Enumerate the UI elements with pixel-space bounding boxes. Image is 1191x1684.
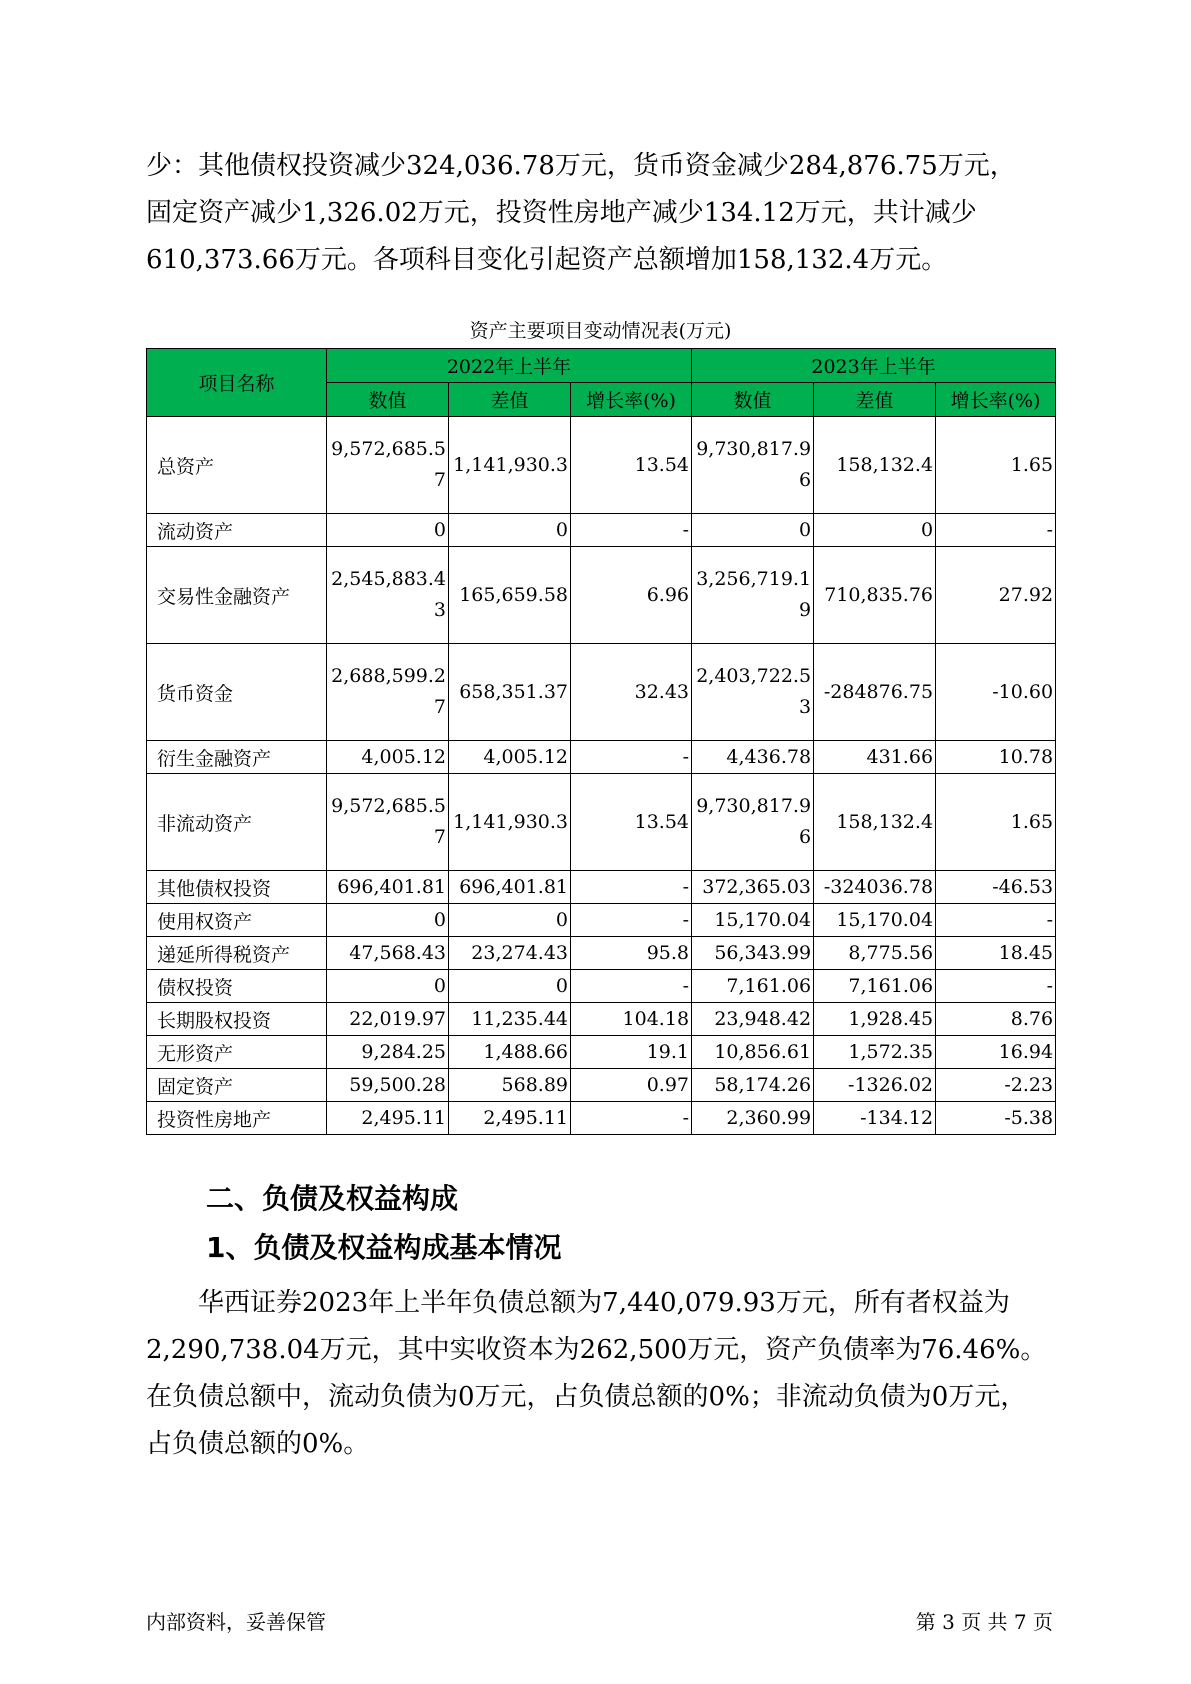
section-heading: 二、负债及权益构成 — [206, 1182, 459, 1215]
row-item-name: 投资性房地产 — [147, 1102, 327, 1135]
table-cell: - — [571, 1102, 692, 1135]
table-row — [147, 937, 1056, 970]
row-item-name: 货币资金 — [147, 644, 327, 741]
table-cell: - — [936, 904, 1056, 937]
table-cell: 2,545,883.43 — [327, 547, 449, 644]
table-cell: 158,132.4 — [814, 774, 936, 871]
table-cell: 158,132.4 — [814, 417, 936, 514]
table-cell: 7,161.06 — [692, 970, 814, 1003]
table-cell: 165,659.58 — [449, 547, 571, 644]
body-line: 2,290,738.04万元，其中实收资本为262,500万元，资产负债率为76.46%。 — [146, 1335, 1047, 1365]
table-cell: 13.54 — [571, 417, 692, 514]
header-item-name: 项目名称 — [147, 349, 327, 417]
table-cell: 6.96 — [571, 547, 692, 644]
table-cell: 372,365.03 — [692, 871, 814, 904]
table-cell: 13.54 — [571, 774, 692, 871]
body-line: 占负债总额的0%。 — [146, 1429, 370, 1459]
table-row — [147, 417, 1056, 514]
table-cell: -324036.78 — [814, 871, 936, 904]
table-cell: 9,572,685.57 — [327, 417, 449, 514]
table-row — [147, 1102, 1056, 1135]
table-cell: 2,403,722.53 — [692, 644, 814, 741]
table-cell: 32.43 — [571, 644, 692, 741]
table-cell: 10.78 — [936, 741, 1056, 774]
table-cell: 2,360.99 — [692, 1102, 814, 1135]
table-cell: -1326.02 — [814, 1069, 936, 1102]
table-cell: 9,284.25 — [327, 1036, 449, 1069]
header-value: 数值 — [692, 383, 814, 417]
table-cell: 0 — [449, 514, 571, 547]
table-cell: -134.12 — [814, 1102, 936, 1135]
row-item-name: 长期股权投资 — [147, 1003, 327, 1036]
table-caption: 资产主要项目变动情况表(万元) — [469, 320, 732, 342]
row-item-name: 债权投资 — [147, 970, 327, 1003]
table-cell: 47,568.43 — [327, 937, 449, 970]
header-year-2023: 2023年上半年 — [692, 349, 1056, 383]
table-row — [147, 741, 1056, 774]
row-item-name: 递延所得税资产 — [147, 937, 327, 970]
row-item-name: 其他债权投资 — [147, 871, 327, 904]
table-row — [147, 1069, 1056, 1102]
table-cell: 0 — [692, 514, 814, 547]
body-paragraph — [146, 1280, 1056, 1468]
table-cell: 58,174.26 — [692, 1069, 814, 1102]
table-row — [147, 970, 1056, 1003]
table-cell: 23,948.42 — [692, 1003, 814, 1036]
table-row — [147, 644, 1056, 741]
table-row — [147, 514, 1056, 547]
table-cell: - — [571, 871, 692, 904]
table-cell: 22,019.97 — [327, 1003, 449, 1036]
row-item-name: 交易性金融资产 — [147, 547, 327, 644]
table-cell: 0.97 — [571, 1069, 692, 1102]
table-cell: 10,856.61 — [692, 1036, 814, 1069]
table-cell: 696,401.81 — [327, 871, 449, 904]
table-cell: 2,688,599.27 — [327, 644, 449, 741]
table-cell: - — [571, 970, 692, 1003]
table-cell: -284876.75 — [814, 644, 936, 741]
header-year-2022: 2022年上半年 — [327, 349, 692, 383]
table-cell: 59,500.28 — [327, 1069, 449, 1102]
table-cell: 1,141,930.3 — [449, 774, 571, 871]
header-value: 数值 — [327, 383, 449, 417]
table-row — [147, 904, 1056, 937]
row-item-name: 衍生金融资产 — [147, 741, 327, 774]
table-cell: 1.65 — [936, 417, 1056, 514]
footer-confidential: 内部资料，妥善保管 — [146, 1610, 326, 1634]
intro-line: 少：其他债权投资减少324,036.78万元，货币资金减少284,876.75万元， — [146, 151, 1016, 181]
body-line: 在负债总额中，流动负债为0万元，占负债总额的0%；非流动负债为0万元， — [146, 1382, 1027, 1412]
table-cell: 0 — [449, 970, 571, 1003]
header-growth: 增长率(%) — [936, 383, 1056, 417]
row-item-name: 总资产 — [147, 417, 327, 514]
header-growth: 增长率(%) — [571, 383, 692, 417]
intro-paragraph — [146, 143, 1056, 284]
table-cell: 23,274.43 — [449, 937, 571, 970]
table-cell: 19.1 — [571, 1036, 692, 1069]
table-cell: 15,170.04 — [692, 904, 814, 937]
table-cell: -10.60 — [936, 644, 1056, 741]
table-cell: 7,161.06 — [814, 970, 936, 1003]
table-cell: 431.66 — [814, 741, 936, 774]
table-cell: 1,488.66 — [449, 1036, 571, 1069]
table-cell: -2.23 — [936, 1069, 1056, 1102]
table-cell: 0 — [814, 514, 936, 547]
intro-line: 610,373.66万元。各项科目变化引起资产总额增加158,132.4万元。 — [146, 245, 948, 275]
asset-change-table — [146, 348, 1056, 1135]
table-cell: 696,401.81 — [449, 871, 571, 904]
body-line: 华西证券2023年上半年负债总额为7,440,079.93万元，所有者权益为 — [198, 1288, 1010, 1318]
footer-page-number: 第 3 页 共 7 页 — [915, 1610, 1053, 1634]
table-row — [147, 1003, 1056, 1036]
table-cell: 1,141,930.3 — [449, 417, 571, 514]
table-cell: 4,436.78 — [692, 741, 814, 774]
table-row — [147, 1036, 1056, 1069]
table-row — [147, 547, 1056, 644]
table-cell: 4,005.12 — [327, 741, 449, 774]
table-cell: 2,495.11 — [449, 1102, 571, 1135]
table-cell: 27.92 — [936, 547, 1056, 644]
table-cell: 2,495.11 — [327, 1102, 449, 1135]
table-cell: 710,835.76 — [814, 547, 936, 644]
table-cell: - — [936, 514, 1056, 547]
table-cell: 9,730,817.96 — [692, 417, 814, 514]
table-cell: 8,775.56 — [814, 937, 936, 970]
table-cell: 0 — [327, 970, 449, 1003]
table-cell: 1,572.35 — [814, 1036, 936, 1069]
table-cell: 95.8 — [571, 937, 692, 970]
row-item-name: 使用权资产 — [147, 904, 327, 937]
table-cell: 15,170.04 — [814, 904, 936, 937]
table-cell: 56,343.99 — [692, 937, 814, 970]
table-cell: 4,005.12 — [449, 741, 571, 774]
table-row — [147, 774, 1056, 871]
table-cell: 9,572,685.57 — [327, 774, 449, 871]
table-cell: 1,928.45 — [814, 1003, 936, 1036]
table-cell: - — [571, 904, 692, 937]
table-cell: 0 — [327, 904, 449, 937]
table-cell: -5.38 — [936, 1102, 1056, 1135]
table-cell: 0 — [449, 904, 571, 937]
table-cell: 104.18 — [571, 1003, 692, 1036]
table-cell: 0 — [327, 514, 449, 547]
table-row — [147, 871, 1056, 904]
table-cell: 9,730,817.96 — [692, 774, 814, 871]
table-cell: 568.89 — [449, 1069, 571, 1102]
header-diff: 差值 — [814, 383, 936, 417]
table-cell: -46.53 — [936, 871, 1056, 904]
intro-line: 固定资产减少1,326.02万元，投资性房地产减少134.12万元，共计减少 — [146, 198, 977, 228]
row-item-name: 流动资产 — [147, 514, 327, 547]
header-diff: 差值 — [449, 383, 571, 417]
table-cell: - — [571, 514, 692, 547]
row-item-name: 无形资产 — [147, 1036, 327, 1069]
table-cell: 658,351.37 — [449, 644, 571, 741]
table-cell: 16.94 — [936, 1036, 1056, 1069]
table-cell: - — [571, 741, 692, 774]
row-item-name: 固定资产 — [147, 1069, 327, 1102]
row-item-name: 非流动资产 — [147, 774, 327, 871]
table-cell: 1.65 — [936, 774, 1056, 871]
sub-heading: 1、负债及权益构成基本情况 — [206, 1231, 562, 1264]
table-cell: 3,256,719.19 — [692, 547, 814, 644]
table-cell: 11,235.44 — [449, 1003, 571, 1036]
table-cell: 8.76 — [936, 1003, 1056, 1036]
table-cell: - — [936, 970, 1056, 1003]
table-cell: 18.45 — [936, 937, 1056, 970]
